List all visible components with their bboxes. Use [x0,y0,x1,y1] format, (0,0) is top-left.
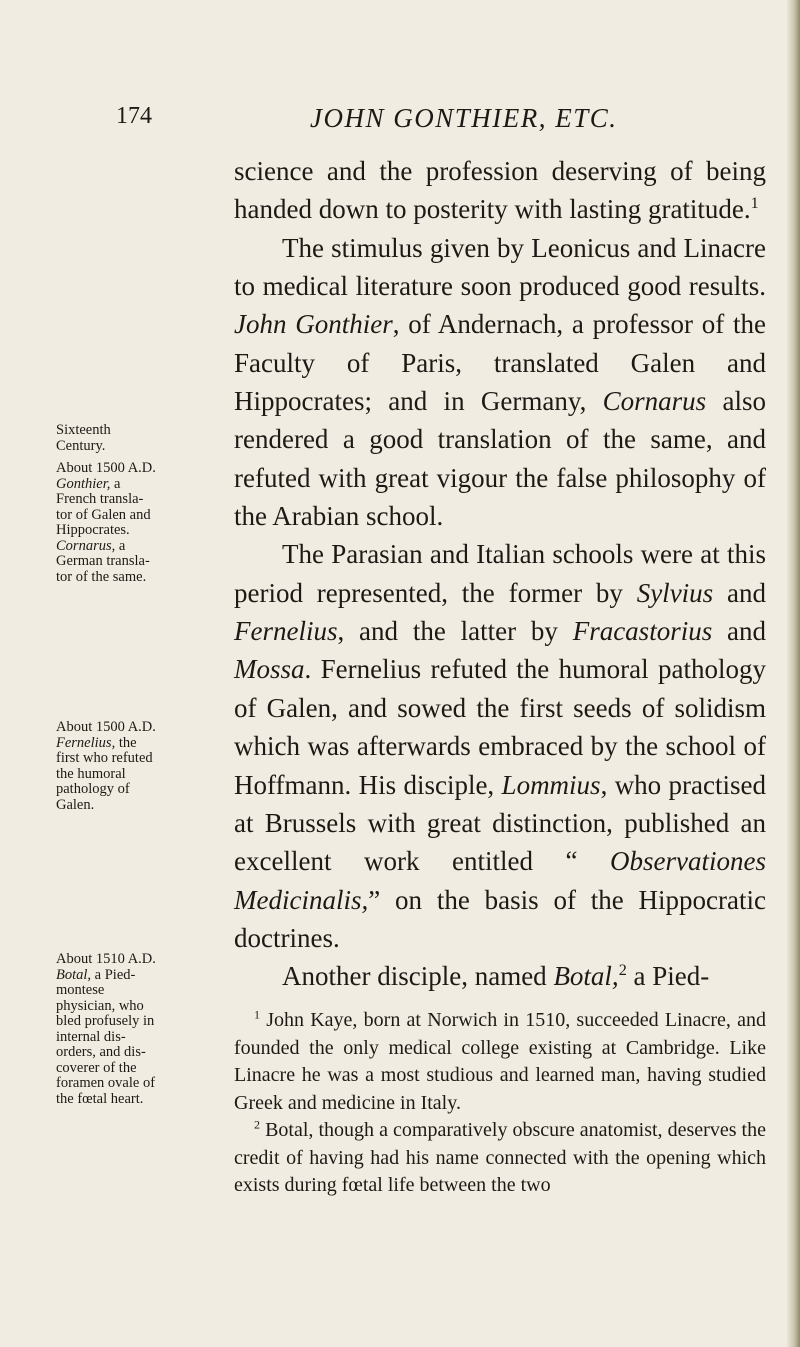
running-title: JOHN GONTHIER, ETC. [310,103,618,133]
name-botal: Botal, [553,961,619,992]
margin-note-sixteenth-century: Sixteenth Century. [56,422,111,454]
main-text [234,152,766,996]
paragraph-1: science and the profession deserving of being handed down to posterity with lasting gratitude.$^1$ [234,156,766,225]
name-fernelius: Fernelius [234,616,338,647]
footnote-ref-1: 1 [750,194,759,213]
page-edge-shadow [786,0,800,1347]
work-title: Observationes Medicinalis, [234,846,766,915]
margin-note-botal: About 1510 A.D. Botal, a Pied- montese physician, who bled profusely in internal dis- orders, and dis- coverer of the foramen ovale of the fœtal heart. [56,951,156,1107]
footnote-1: $^1$ John Kaye, born at Norwich in 1510, succeeded Linacre, and founded the only medical college existing at Cambridge. Like Linacre he was a most studious and learned man, having studied Greek and medicine in Italy. [234,1007,766,1114]
paragraph-3: The Parasian and Italian schools were at this period represented, the former by Sylvius and Fernelius, and the latter by Fracastorius and Mossa. Fernelius refuted the humoral pathology of Galen, and sowed the first seeds of solidism which was afterwards embraced by the school of Hoffmann. His disciple, Lommius, who practised at Brussels with great distinction, published an excellent work entitled “ Observationes Medicinalis,” on the basis of the Hippocratic doctrines. [234,539,767,953]
margin-note-fernelius: About 1500 A.D. Fernelius, the first who refuted the humoral pathology of Galen. [56,719,156,813]
page-number: 174 [116,103,152,129]
margin-note-gonthier: About 1500 A.D. Gonthier, a French transla- tor of Galen and Hippocrates. Cornarus, a German transla- tor of the same. [56,460,156,585]
name-lommius: Lommius [501,769,601,800]
paragraph-4: Another disciple, named Botal,$^2$ a Pied- [282,961,710,992]
name-mossa: Mossa [234,654,305,685]
footnote-ref-2: 2 [618,961,627,980]
paragraph-2: The stimulus given by Leonicus and Linacre to medical literature soon produced good results. John Gonthier, of Andernach, a professor of the Faculty of Paris, translated Galen and Hippocrates; and in Germany, Cornarus also rendered a good translation of the same, and refuted with great vigour the false philosophy of the Arabian school. [234,232,766,532]
name-sylvius: Sylvius [636,577,714,608]
name-gonthier: John Gonthier [234,309,393,340]
footnotes [234,1007,766,1200]
name-fracastorius: Fracastorius [572,616,713,647]
footnote-2: $^2$ Botal, though a comparatively obscure anatomist, deserves the credit of having had his name connected with the opening which exists during fœtal life between the two [234,1117,766,1196]
name-cornarus: Cornarus [602,386,707,417]
